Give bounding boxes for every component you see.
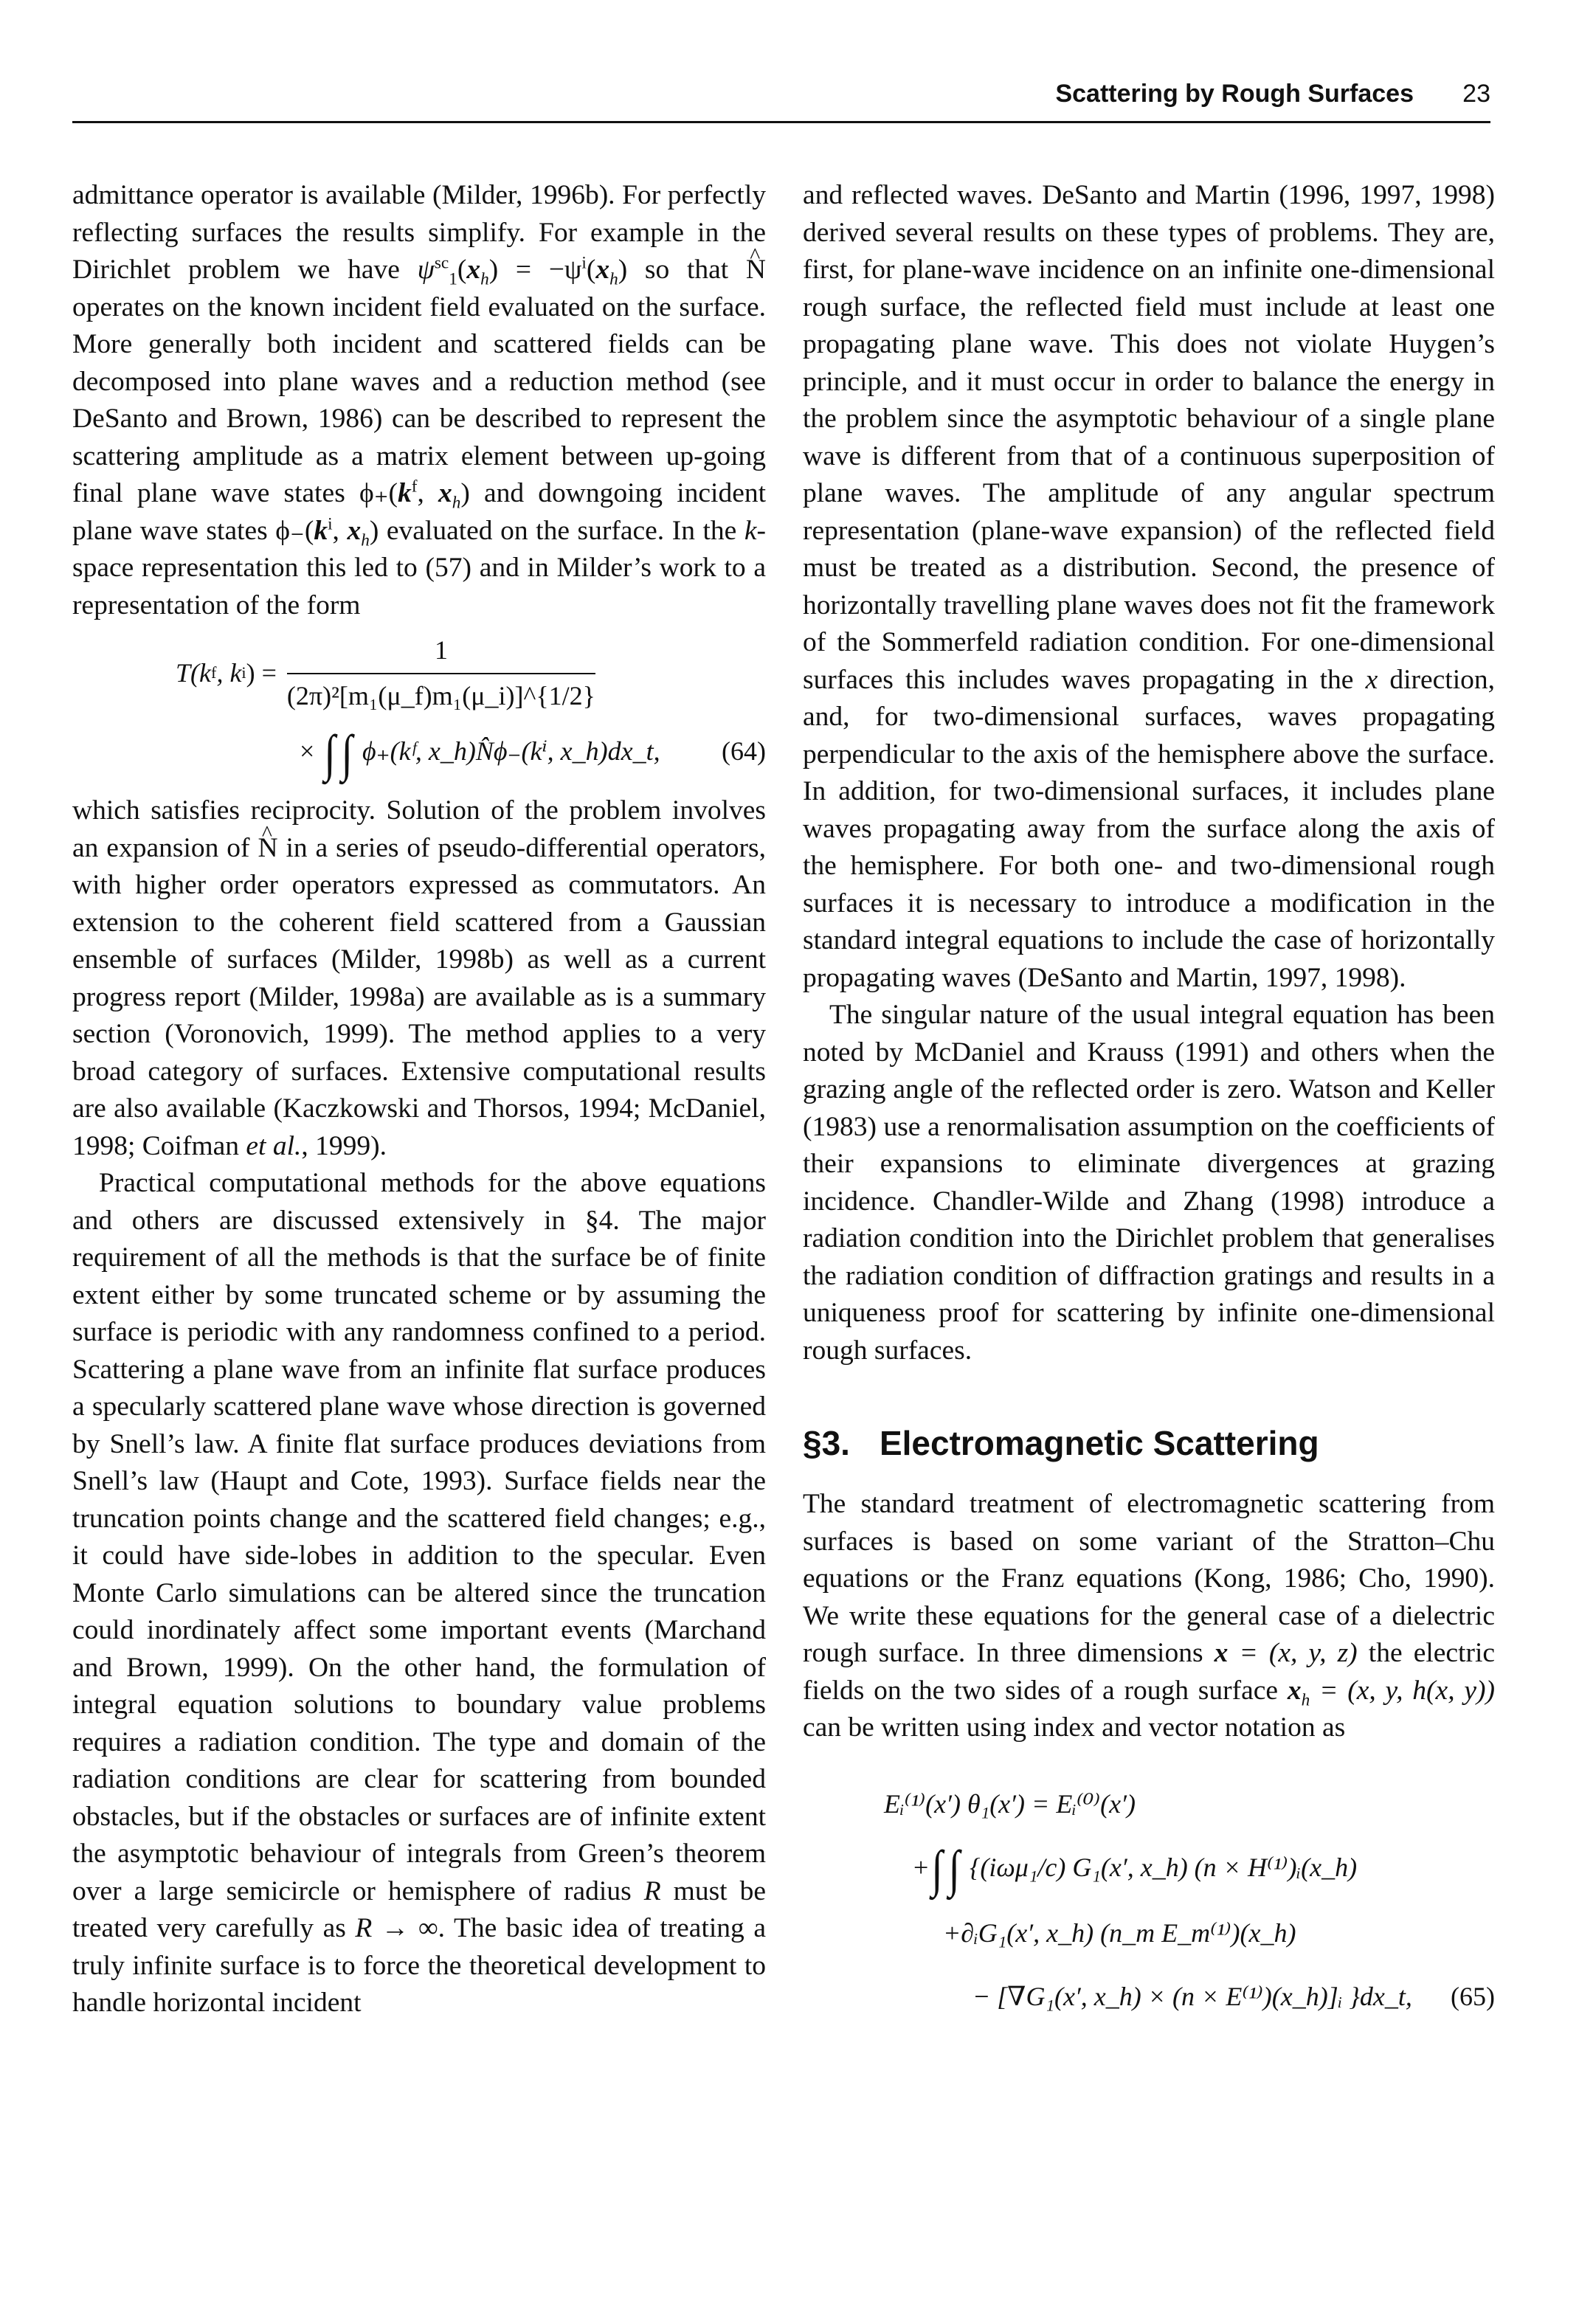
equation-number: (64) <box>722 736 766 766</box>
section-number: §3. <box>803 1424 850 1462</box>
left-column <box>72 177 766 2022</box>
paragraph: The standard treatment of electromagnetic scattering from surfaces is based on some variant of the Stratton–Chu equations or the Franz equations (Kong, 1986; Cho, 1990). We write these equations for the general case of a dielectric rough surface. In three dimensions x = (x, y, z) the electric fields on the two sides of a rough surface $x_h = (x$, y, h(x, y)) can be written using index and vector notation as <box>803 1489 1496 1743</box>
section-heading <box>803 1422 1495 1464</box>
equation-65: Eᵢ⁽¹⁾(x′) θ₁(x′) = Eᵢ⁽⁰⁾(x′) +∫ ∫ {(iωμ₁/c) G₁(x′, x_h) (n × H⁽¹⁾)ᵢ(x_h) +∂ᵢG₁(x′, x_h) (n_m E_m⁽¹⁾)(x_h) − [∇G₁(x′, x_h) × (n × E⁽¹⁾)(x_h)]ᵢ }dx_t, (65) <box>803 1772 1495 2089</box>
integral-sign: ∫ <box>948 1841 960 1898</box>
paragraph: Practical computational methods for the above equations and others are discussed extensively in §4. The major requirement of all the methods is that the surface be of finite extent either by some truncated scheme or by assuming the surface is periodic with any randomness confined to a period. Scattering a plane wave from an infinite flat surface produces a specularly scattered plane wave whose direction is governed by Snell’s law. A finite flat surface produces deviations from Snell’s law (Haupt and Cote, 1993). Surface fields near the truncation points change and the scattered field changes; e.g., it could have side-lobes in addition to the specular. Even Monte Carlo simulations can be altered since the truncation could inordinately affect some important events (Marchand and Brown, 1999). On the other hand, the formulation of integral equation solutions to boundary value problems requires a radiation condition. The type and domain of the radiation conditions are clear for scattering from bounded obstacles, but if the obstacles or surfaces are of infinite extent the asymptotic behaviour of integrals from Green’s theorem over a large semicircle or hemisphere of radius R must be treated very carefully as R → ∞. The basic idea of treating a truly infinite surface is to force the theoretical development to handle horizontal incident <box>72 1168 766 2018</box>
integral-sign: ∫ <box>931 1841 943 1898</box>
running-title: Scattering by Rough Surfaces <box>1055 80 1414 108</box>
running-header <box>72 77 1490 123</box>
paragraph: which satisfies reciprocity. Solution of the problem involves an expansion of ^ N in a series of pseudo-differential operators, with higher order operators expressed as commutators. An extension to the coherent field scattered from a Gaussian ensemble of surfaces (Milder, 1998b) as well as a current progress report (Milder, 1998a) are available as is a summary section (Voronovich, 1999). The method applies to a very broad category of surfaces. Extensive computational results are also available (Kaczkowski and Thorsos, 1994; McDaniel, 1998; Coifman et al., 1999). <box>72 792 766 1165</box>
section-title: Electromagnetic Scattering <box>879 1424 1319 1462</box>
equation-number: (65) <box>1451 1982 1495 2012</box>
page-number: 23 <box>1462 80 1490 108</box>
paragraph: admittance operator is available (Milder, 1996b). For perfectly reflecting surfaces the results simplify. For example in the Dirichlet problem we have $\psi^{sc}_1(x_h) = -\psi^i(x_h)$ so that ^ N operates on the known incident field evaluated on the surface. More generally both incident and scattered fields can be decomposed into plane waves and a reduction method (see DeSanto and Brown, 1986) can be described to represent the scattering amplitude as a matrix element between up-going final plane wave states $\phi_+(k^f$, $x_h$) and downgoing incident plane wave states $\phi_-(k^i$, $x_h$) evaluated on the surface. In the k-space representation this led to (57) and in Milder’s work to a representation of the form <box>72 177 766 624</box>
integral-sign: ∫ <box>324 724 336 783</box>
paragraph: The singular nature of the usual integral equation has been noted by McDaniel and Krauss (1991) and others when the grazing angle of the reflected order is zero. Watson and Keller (1983) use a renormalisation assumption on the coefficients of their expansions to eliminate divergences at grazing incidence. Chandler-Wilde and Zhang (1998) introduce a radiation condition into the Dirichlet problem that generalises the radiation condition of diffraction gratings and results in a uniqueness proof for scattering by infinite one-dimensional rough surfaces. <box>803 1000 1495 1366</box>
n-hat-operator: ^ N <box>746 252 766 289</box>
right-column <box>803 177 1495 2089</box>
paragraph: and reflected waves. DeSanto and Martin (1996, 1997, 1998) derived several results on these types of problems. They are, first, for plane-wave incidence on an infinite one-dimensional rough surface, the reflected field must include at least one propagating plane wave. This does not violate Huygen’s principle, and it must occur in order to balance the energy in the problem since the asymptotic behaviour of a single plane wave is different from that of a continuous superposition of plane waves. The amplitude of any angular spectrum representation (plane-wave expansion) of the reflected field must be treated as a distribution. Second, the presence of horizontally travelling plane waves does not fit the framework of the Sommerfeld radiation condition. For one-dimensional surfaces this includes waves propagating in the x direction, and, for two-dimensional surfaces, waves propagating perpendicular to the axis of the hemisphere above the surface. In addition, for two-dimensional surfaces, it includes plane waves propagating away from the surface along the axis of the hemisphere. For both one- and two-dimensional rough surfaces it is necessary to introduce a modification in the standard integral equations to include the case of horizontally propagating waves (DeSanto and Martin, 1997, 1998). <box>803 180 1495 993</box>
fraction: $\frac{1}{\text{(2π)²[m₁(μ\_f)m₁(μ\_i)]\textasciicircum{}\{1/2\}}}$ <box>287 632 595 715</box>
n-hat-operator: ^ N <box>258 830 277 868</box>
equation-64: T(k f , k i ) = $\frac{1}{\text{(2π)²[m₁(μ\_f)m₁(μ\_i)]\textasciicircum{}\{1/2\}}}$ × ∫ ∫ ϕ₊(kᶠ, x_h)N̂ϕ₋(kⁱ, x_h)dx_t, (64) <box>72 629 766 785</box>
integral-sign: ∫ <box>341 724 353 783</box>
